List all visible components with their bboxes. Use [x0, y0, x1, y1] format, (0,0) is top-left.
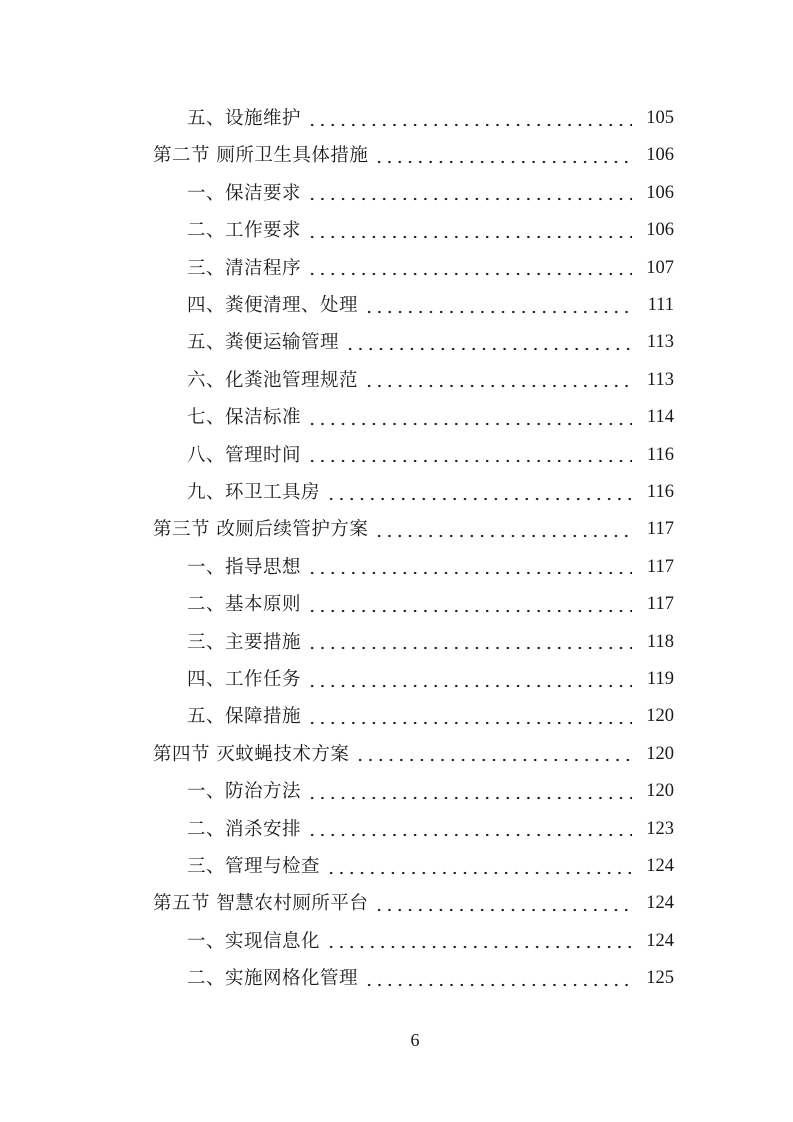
toc-entry-title: 三、主要措施 — [187, 631, 302, 653]
dot-leader — [307, 110, 632, 128]
dot-leader — [307, 222, 632, 240]
toc-entry-title: 第三节 改厕后续管护方案 — [153, 519, 369, 541]
toc-entry-title: 二、消杀安排 — [187, 818, 302, 840]
toc-section-entry[interactable] — [153, 736, 674, 773]
toc-entry[interactable] — [187, 773, 674, 810]
toc-entry[interactable] — [187, 474, 674, 511]
dot-leader — [326, 484, 632, 502]
dot-leader — [307, 820, 632, 838]
toc-entry[interactable] — [187, 324, 674, 361]
toc-entry-title: 四、粪便清理、处理 — [187, 295, 359, 316]
toc-entry[interactable] — [187, 848, 674, 885]
toc-entry-page: 116 — [646, 482, 674, 502]
toc-entry-page: 105 — [646, 108, 674, 128]
toc-entry-page: 125 — [646, 968, 674, 989]
toc-entry[interactable] — [187, 661, 674, 698]
toc-entry-page: 124 — [646, 856, 674, 876]
toc-entry-page: 106 — [646, 220, 674, 241]
toc-entry-page: 119 — [646, 669, 674, 689]
toc-entry-title: 第二节 厕所卫生具体措施 — [153, 145, 369, 167]
toc-entry-title: 二、实施网格化管理 — [187, 968, 359, 990]
toc-entry[interactable] — [187, 250, 674, 287]
toc-entry-title: 第五节 智慧农村厕所平台 — [153, 893, 369, 915]
dot-leader — [307, 446, 632, 464]
dot-leader — [307, 633, 632, 651]
toc-entry[interactable] — [187, 212, 674, 249]
toc-entry[interactable] — [187, 811, 674, 848]
toc-entry-title: 二、工作要求 — [187, 220, 302, 242]
toc-entry-title: 四、工作任务 — [187, 669, 302, 690]
toc-entry[interactable] — [187, 362, 674, 399]
toc-entry-page: 118 — [646, 631, 674, 652]
toc-entry-page: 120 — [646, 781, 674, 802]
dot-leader — [307, 184, 632, 202]
dot-leader — [355, 745, 632, 763]
toc-entry-title: 九、环卫工具房 — [187, 482, 321, 503]
toc-section-entry[interactable] — [153, 885, 674, 922]
dot-leader — [307, 259, 632, 277]
toc-entry-title: 一、指导思想 — [187, 556, 302, 578]
toc-entry[interactable] — [187, 624, 674, 661]
dot-leader — [364, 297, 632, 315]
toc-entry[interactable] — [187, 698, 674, 735]
toc-entry[interactable] — [187, 437, 674, 474]
dot-leader — [307, 409, 632, 427]
toc-entry-page: 113 — [646, 332, 674, 353]
toc-entry-title: 第四节 灭蚊蝇技术方案 — [153, 743, 350, 765]
toc-section-entry[interactable] — [153, 137, 674, 174]
dot-leader — [307, 671, 632, 689]
toc-entry[interactable] — [187, 287, 674, 324]
toc-entry-page: 117 — [646, 519, 674, 540]
toc-entry-title: 一、实现信息化 — [187, 930, 321, 952]
toc-entry-page: 114 — [646, 407, 674, 428]
toc-entry-title: 五、设施维护 — [187, 108, 302, 129]
toc-entry-page: 106 — [646, 182, 674, 203]
toc-entry-title: 五、粪便运输管理 — [187, 332, 340, 354]
toc-entry-title: 八、管理时间 — [187, 444, 302, 466]
toc-entry-title: 一、防治方法 — [187, 781, 302, 803]
dot-leader — [307, 596, 632, 614]
dot-leader — [326, 932, 632, 950]
toc-entry-page: 111 — [647, 295, 674, 315]
toc-entry-page: 117 — [646, 594, 674, 615]
toc-entry-title: 一、保洁要求 — [187, 182, 302, 204]
toc-entry-page: 120 — [646, 706, 674, 727]
dot-leader — [307, 708, 632, 726]
dot-leader — [364, 970, 632, 988]
toc-entry[interactable] — [187, 175, 674, 212]
toc-entry[interactable] — [187, 923, 674, 960]
toc-entry[interactable] — [187, 586, 674, 623]
toc-entry[interactable] — [187, 399, 674, 436]
toc-entry[interactable] — [187, 960, 674, 997]
toc-entry-title: 三、清洁程序 — [187, 257, 302, 279]
toc-entry-page: 117 — [646, 556, 674, 577]
toc-entry-page: 124 — [646, 930, 674, 951]
dot-leader — [364, 371, 632, 389]
dot-leader — [374, 147, 632, 165]
dot-leader — [374, 521, 632, 539]
toc-entry-title: 三、管理与检查 — [187, 856, 321, 877]
toc-entry[interactable] — [187, 549, 674, 586]
toc-entry-title: 六、化粪池管理规范 — [187, 369, 359, 391]
toc-entry-page: 113 — [646, 369, 674, 390]
toc-section-entry[interactable] — [153, 511, 674, 548]
dot-leader — [307, 783, 632, 801]
dot-leader — [374, 895, 632, 913]
toc-entry-page: 124 — [646, 893, 674, 914]
toc-entry[interactable] — [187, 100, 674, 137]
dot-leader — [326, 858, 632, 876]
toc-entry-title: 七、保洁标准 — [187, 407, 302, 429]
toc-entry-page: 120 — [646, 743, 674, 764]
toc-entry-title: 二、基本原则 — [187, 594, 302, 616]
toc-entry-page: 116 — [646, 444, 674, 465]
toc-entry-page: 106 — [646, 145, 674, 166]
dot-leader — [345, 334, 632, 352]
toc-entry-page: 107 — [646, 257, 674, 278]
page-number: 6 — [410, 1030, 420, 1050]
dot-leader — [307, 558, 632, 576]
toc-entry-page: 123 — [646, 818, 674, 839]
toc-entry-title: 五、保障措施 — [187, 706, 302, 728]
